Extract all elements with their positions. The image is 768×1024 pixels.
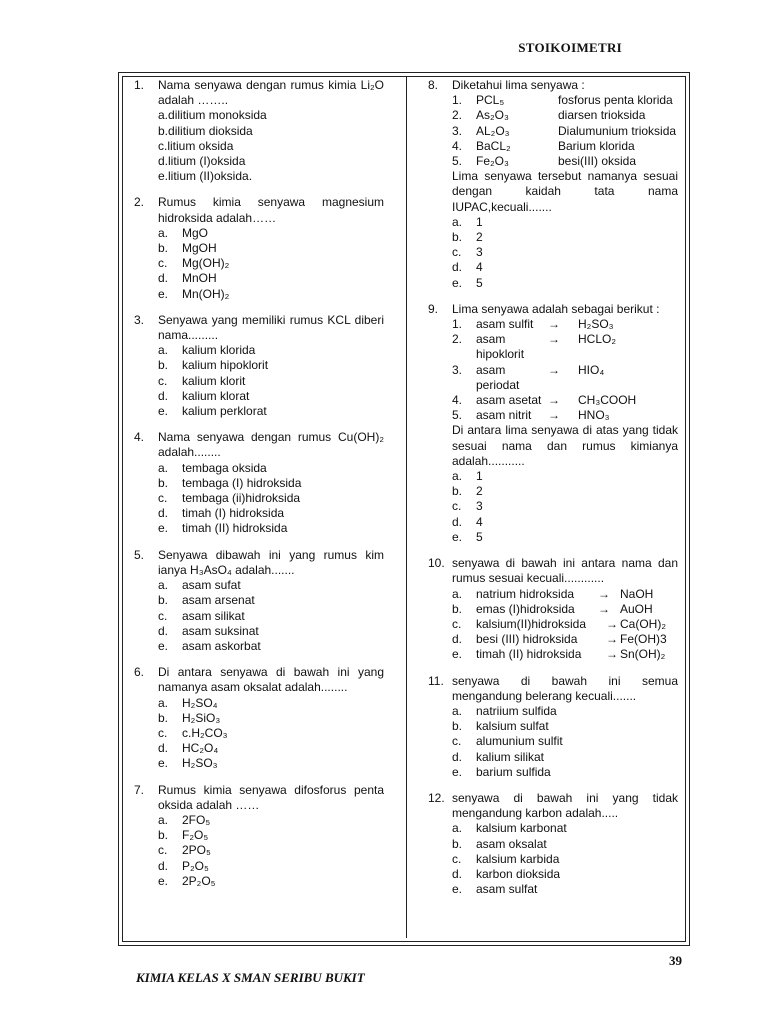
option: d. HC₂O₄ — [158, 741, 219, 756]
option: c. alumunium sulfit — [452, 734, 563, 749]
option: d. timah (I) hidroksida — [158, 506, 285, 521]
left-column — [134, 78, 384, 900]
question-8 — [428, 78, 678, 291]
question-4 — [134, 430, 384, 536]
option: a. 2FO₅ — [158, 812, 211, 827]
right-column — [428, 78, 678, 908]
option: d. litium (I)oksida — [158, 154, 246, 169]
option: b. kalsium sulfat — [452, 719, 549, 734]
question-text: Nama senyawa dengan rumus kimia Li₂O adalah …….. — [158, 78, 384, 108]
arrow-icon: → — [606, 647, 618, 662]
option: b. MgOH — [158, 241, 217, 256]
option: d. kalium klorat — [158, 388, 250, 403]
option: c. 3 — [452, 499, 483, 514]
question-number: 1. — [134, 78, 145, 92]
option: d. asam suksinat — [158, 623, 259, 638]
question-5 — [134, 548, 384, 654]
option: d. P₂O₅ — [158, 858, 209, 873]
option: e. H₂SO₃ — [158, 756, 218, 771]
question-text: Rumus kimia senyawa difosforus penta oksida adalah …… — [158, 782, 384, 812]
option: a. 1 — [452, 214, 483, 229]
arrow-icon: → — [548, 332, 560, 347]
question-9 — [428, 302, 678, 545]
option: e. kalium perklorat — [158, 404, 267, 419]
option: e. Mn(OH)₂ — [158, 286, 230, 301]
option: b. tembaga (I) hidroksida — [158, 475, 302, 490]
option: b. 2 — [452, 484, 483, 499]
option: b. F₂O₅ — [158, 828, 209, 843]
arrow-icon: → — [598, 586, 610, 601]
option: c. kalsium(II)hidroksida → Ca(OH)₂ — [452, 616, 666, 631]
question-1 — [134, 78, 384, 184]
option: c. tembaga (ii)hidroksida — [158, 491, 301, 506]
option: e. asam sulfat — [452, 882, 538, 897]
compound-item: 5. asam nitrit → HNO₃ — [452, 408, 610, 423]
option: b. asam arsenat — [158, 593, 255, 608]
page-number: 39 — [669, 953, 682, 968]
option: b. asam oksalat — [452, 836, 547, 851]
option: a. H₂SO₄ — [158, 695, 218, 710]
option: e. barium sulfida — [452, 764, 551, 779]
arrow-icon: → — [548, 317, 560, 332]
question-number: 10. — [428, 556, 445, 571]
question-text: Senyawa yang memiliki rumus KCL diberi nama......... — [158, 312, 384, 343]
arrow-icon: → — [606, 632, 618, 647]
option: e. timah (II) hidroksida → Sn(OH)₂ — [452, 647, 666, 662]
option: e. 5 — [452, 529, 483, 544]
option: c. kalium klorit — [158, 373, 246, 388]
column-divider — [406, 76, 407, 938]
option: b. 2 — [452, 230, 483, 245]
question-text: Nama senyawa dengan rumus Cu(OH)₂ adalah........ — [158, 430, 384, 460]
question-text: Senyawa dibawah ini yang rumus kim ianya H₃AsO₄ adalah....... — [158, 547, 384, 577]
arrow-icon: → — [548, 393, 560, 408]
option: a. asam sufat — [158, 578, 241, 593]
option: a. MgO — [158, 225, 209, 240]
question-text-continued: Lima senyawa tersebut namanya sesuai dengan kaidah tata nama IUPAC,kecuali....... — [452, 169, 678, 214]
option: c. kalsium karbida — [452, 851, 560, 866]
option: d. MnOH — [158, 271, 217, 286]
compound-item: 3. asam periodat → HIO₄ — [452, 362, 605, 392]
question-text: senyawa di bawah ini antara nama dan rumus sesuai kecuali............ — [452, 556, 678, 586]
compound-item: 2. asam hipoklorit → HCLO₂ — [452, 332, 616, 362]
option: d. kalium silikat — [452, 749, 545, 764]
option: a. kalsium karbonat — [452, 821, 567, 836]
compound-item: 4. asam asetat → CH₃COOH — [452, 393, 637, 408]
question-text: Rumus kimia senyawa magnesium hidroksida adalah…… — [158, 195, 384, 225]
question-number: 7. — [134, 782, 145, 797]
option: a. natrium hidroksida → NaOH — [452, 586, 654, 601]
question-number: 11. — [428, 673, 444, 688]
option: c. litium oksida — [158, 138, 234, 153]
compound-item: 1. asam sulfit → H₂SO₃ — [452, 317, 614, 332]
question-7 — [134, 783, 384, 889]
option: e. asam askorbat — [158, 638, 261, 653]
option: a. kalium klorida — [158, 343, 256, 358]
option: a. dilitium monoksida — [158, 108, 267, 123]
arrow-icon: → — [606, 616, 618, 631]
option: a. 1 — [452, 469, 483, 484]
arrow-icon: → — [548, 362, 560, 377]
question-number: 4. — [134, 430, 145, 445]
page-footer: KIMIA KELAS X SMAN SERIBU BUKIT — [136, 970, 365, 985]
question-12 — [428, 791, 678, 897]
option: e. 2P₂O₅ — [158, 873, 216, 888]
option: b. dilitium dioksida — [158, 123, 253, 138]
question-number: 9. — [428, 301, 439, 316]
option: e. timah (II) hidroksida — [158, 521, 288, 536]
question-3 — [134, 313, 384, 419]
option: b. kalium hipoklorit — [158, 358, 269, 373]
option: d. besi (III) hidroksida → Fe(OH)3 — [452, 632, 667, 647]
question-text-continued: Di antara lima senyawa di atas yang tidak sesuai nama dan rumus kimianya adalah........... — [452, 423, 678, 468]
question-2 — [134, 195, 384, 301]
option: c. 3 — [452, 245, 483, 260]
option: b. emas (I)hidroksida → AuOH — [452, 601, 653, 616]
option: c. c.H₂CO₃ — [158, 725, 228, 740]
option: c. 2PO₅ — [158, 843, 211, 858]
compound-item: 5. Fe₂O₃ besi(III) oksida — [452, 154, 637, 169]
compound-item: 3. AL₂O₃ Dialumunium trioksida — [452, 123, 677, 138]
question-text: Lima senyawa adalah sebagai berikut : — [452, 301, 660, 316]
option: a. tembaga oksida — [158, 460, 267, 475]
option: d. 4 — [452, 514, 483, 529]
question-6 — [134, 665, 384, 771]
question-text: senyawa di bawah ini semua mengandung belerang kecuali....... — [452, 673, 678, 703]
question-11 — [428, 674, 678, 780]
question-number: 5. — [134, 547, 145, 562]
question-number: 3. — [134, 312, 145, 327]
arrow-icon: → — [548, 408, 560, 423]
option: e. litium (II)oksida. — [158, 169, 253, 184]
question-text: senyawa di bawah ini yang tidak mengandung karbon adalah..... — [452, 790, 678, 821]
arrow-icon: → — [598, 601, 610, 616]
compound-item: 4. BaCL₂ Barium klorida — [452, 138, 635, 153]
compound-item: 2. As₂O₃ diarsen trioksida — [452, 108, 646, 123]
question-number: 6. — [134, 665, 145, 680]
option: e. 5 — [452, 275, 483, 290]
option: c. Mg(OH)₂ — [158, 256, 230, 271]
option: b. H₂SiO₃ — [158, 710, 221, 725]
question-text: Di antara senyawa di bawah ini yang namanya asam oksalat adalah........ — [158, 665, 384, 695]
question-text: Diketahui lima senyawa : — [452, 78, 585, 92]
question-number: 12. — [428, 790, 445, 805]
option: d. karbon dioksida — [452, 866, 561, 881]
compound-item: 1. PCL₅ fosforus penta klorida — [452, 93, 673, 108]
question-10 — [428, 556, 678, 662]
page-header-title: STOIKOIMETRI — [518, 40, 622, 55]
question-number: 2. — [134, 195, 145, 210]
option: a. natriium sulfida — [452, 703, 557, 718]
option: d. 4 — [452, 260, 483, 275]
option: c. asam silikat — [158, 608, 245, 623]
question-number: 8. — [428, 78, 439, 92]
